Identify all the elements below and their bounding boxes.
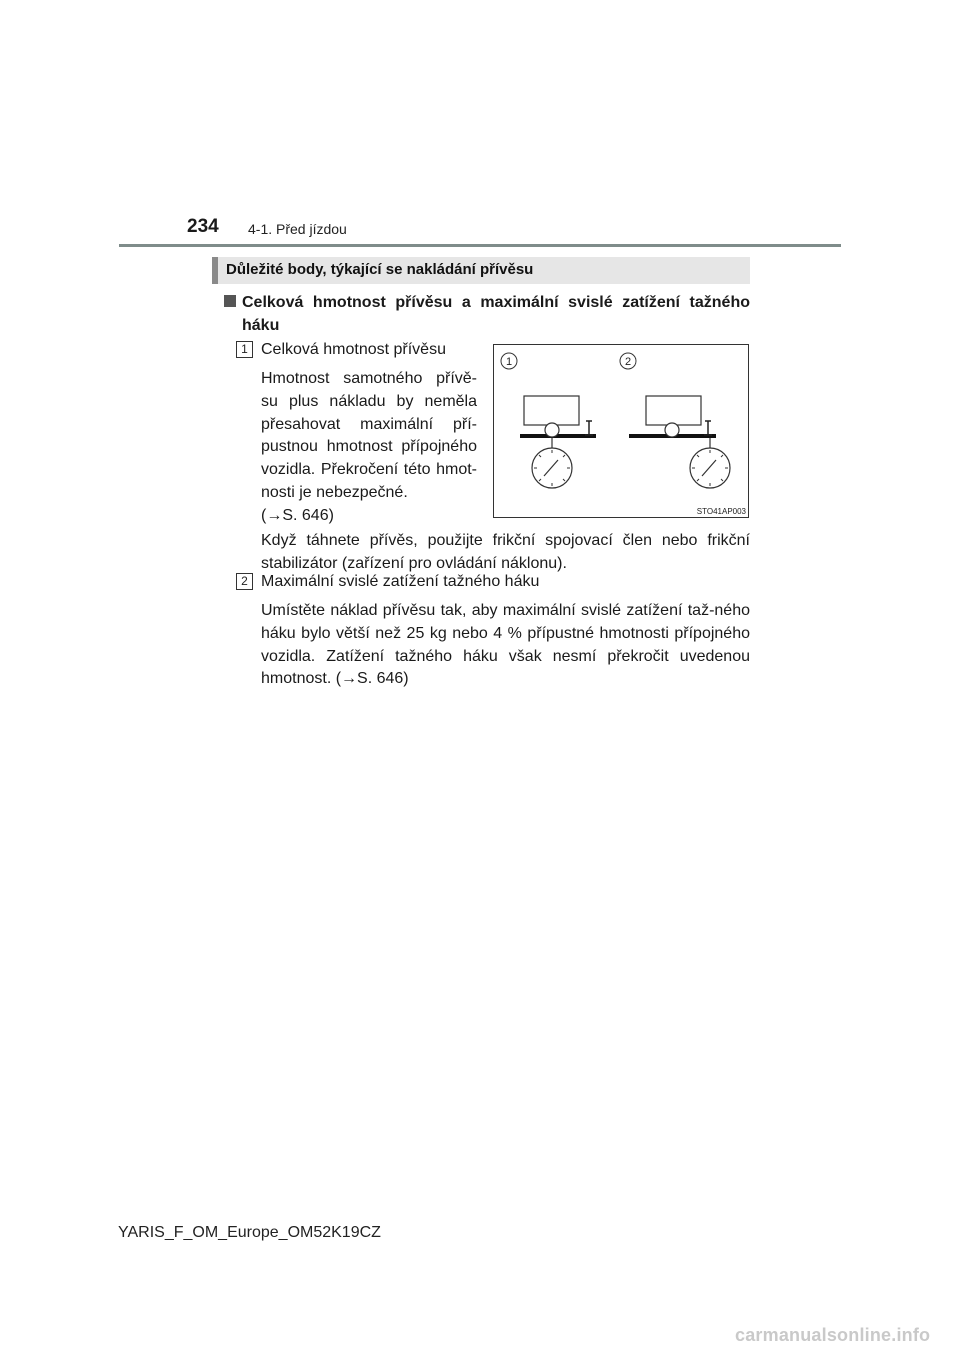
item-1-line: (→S. 646) (261, 506, 334, 524)
item-1-line: vozidla. Překročení této hmot- (261, 461, 477, 479)
trailer-body (646, 396, 701, 425)
trailer-weight-figure (493, 344, 749, 518)
header-rule (119, 244, 841, 247)
item-1-title: Celková hmotnost přívěsu (261, 341, 446, 358)
number-1-icon: 1 (236, 341, 253, 358)
figure-label-1: 1 (505, 356, 513, 368)
item-1-line: nosti je nebezpečné. (261, 483, 408, 501)
watermark: carmanualsonline.info (735, 1325, 931, 1345)
subheading (224, 291, 750, 337)
trailer-wheel (665, 423, 679, 437)
trailer-body (524, 396, 579, 425)
scale-dial (532, 448, 572, 488)
jack-stand-icon (585, 421, 593, 435)
number-2-icon: 2 (236, 573, 253, 590)
item-2-title: Maximální svislé zatížení tažného háku (261, 573, 540, 590)
topic-bar (212, 257, 750, 284)
trailer-wheel (545, 423, 559, 437)
subheading-text: Celková hmotnost přívěsu a maximální svislé zatížení tažného háku (242, 294, 750, 334)
figure-code: STO41AP003 (696, 507, 746, 516)
square-bullet-icon (224, 295, 236, 307)
tongue-weight-scene (629, 396, 730, 488)
trailer-diagram (494, 345, 748, 517)
item-1-line: přesahovat maximální pří- (261, 415, 477, 433)
footer-document-code: YARIS_F_OM_Europe_OM52K19CZ (118, 1224, 381, 1241)
item-2-text: Umístěte náklad přívěsu tak, aby maximální svislé zatížení taž-ného háku bylo větší než 25 kg nebo 4 % přípustné hmotnosti přípojného vozidla. Zatížení tažného háku však nesmí překročit uvedenou hmotnost. (→S. 646) (261, 602, 750, 688)
item-1-line: pustnou hmotnost přípojného (261, 438, 477, 456)
figure-label-2: 2 (624, 356, 632, 368)
jack-stand-icon (704, 421, 712, 435)
item-1-line: Hmotnost samotného přívě- (261, 370, 477, 387)
scale-dial (690, 448, 730, 488)
item-1-line: su plus nákladu by neměla (261, 392, 477, 410)
item-1-note: Když táhnete přívěs, použijte frikční spojovací člen nebo frikční stabilizátor (zařízení pro ovládání náklonu). (261, 532, 750, 572)
topic-title: Důležité body, týkající se nakládání přívěsu (226, 261, 534, 278)
trailer-total-weight-scene (520, 396, 596, 488)
page-number: 234 (187, 216, 219, 237)
section-title: 4-1. Před jízdou (248, 221, 347, 237)
item-1-body (261, 368, 477, 528)
